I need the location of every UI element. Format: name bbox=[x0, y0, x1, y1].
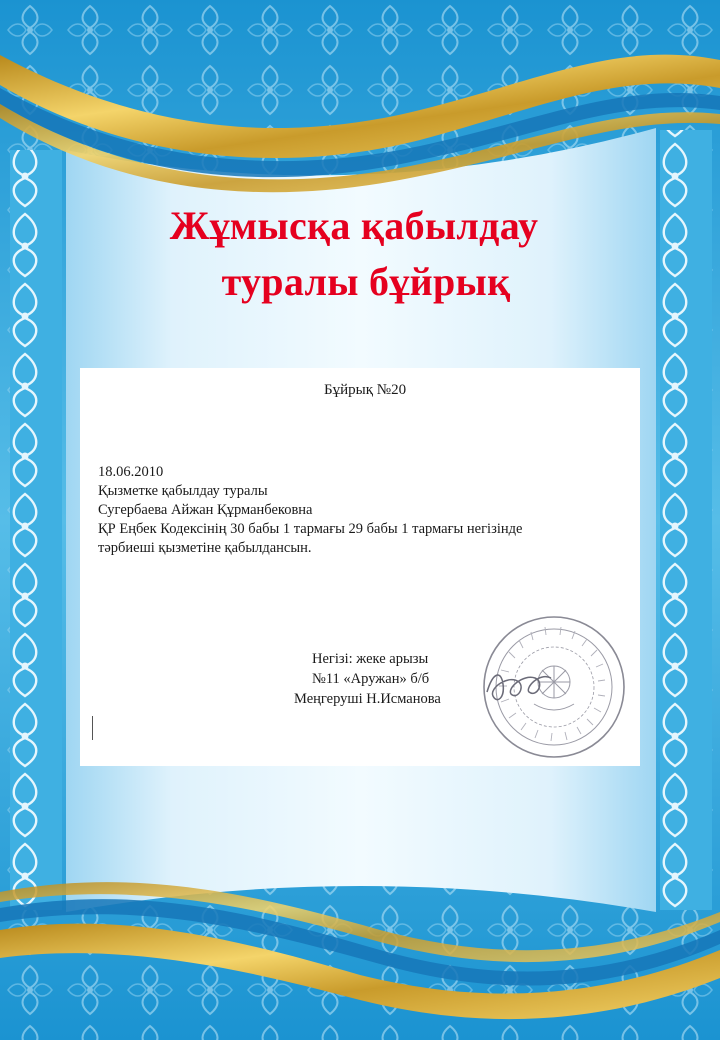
basis-line-1: ҚР Еңбек Кодексінің 30 бабы 1 тармағы 29 бабы 1 тармағы негізінде bbox=[98, 521, 523, 537]
head-signature-line: Меңгеруші Н.Исманова bbox=[294, 691, 441, 707]
title-line-1: Жұмысқа қабылдау bbox=[169, 203, 539, 248]
basis-line-2: тәрбиеші қызметіне қабылдансын. bbox=[98, 540, 312, 556]
order-number: Бұйрық №20 bbox=[324, 382, 407, 398]
order-subject: Қызметке қабылдау туралы bbox=[98, 483, 268, 499]
title-line-2: туралы бұйрық bbox=[221, 259, 511, 304]
official-stamp-icon bbox=[479, 612, 629, 762]
ground-text: Негізі: жеке арызы bbox=[312, 651, 429, 667]
order-date: 18.06.2010 bbox=[98, 464, 164, 480]
institution-name: №11 «Аружан» б/б bbox=[312, 671, 430, 687]
employee-name: Сугербаева Айжан Құрманбековна bbox=[98, 502, 313, 518]
margin-mark bbox=[92, 716, 93, 740]
